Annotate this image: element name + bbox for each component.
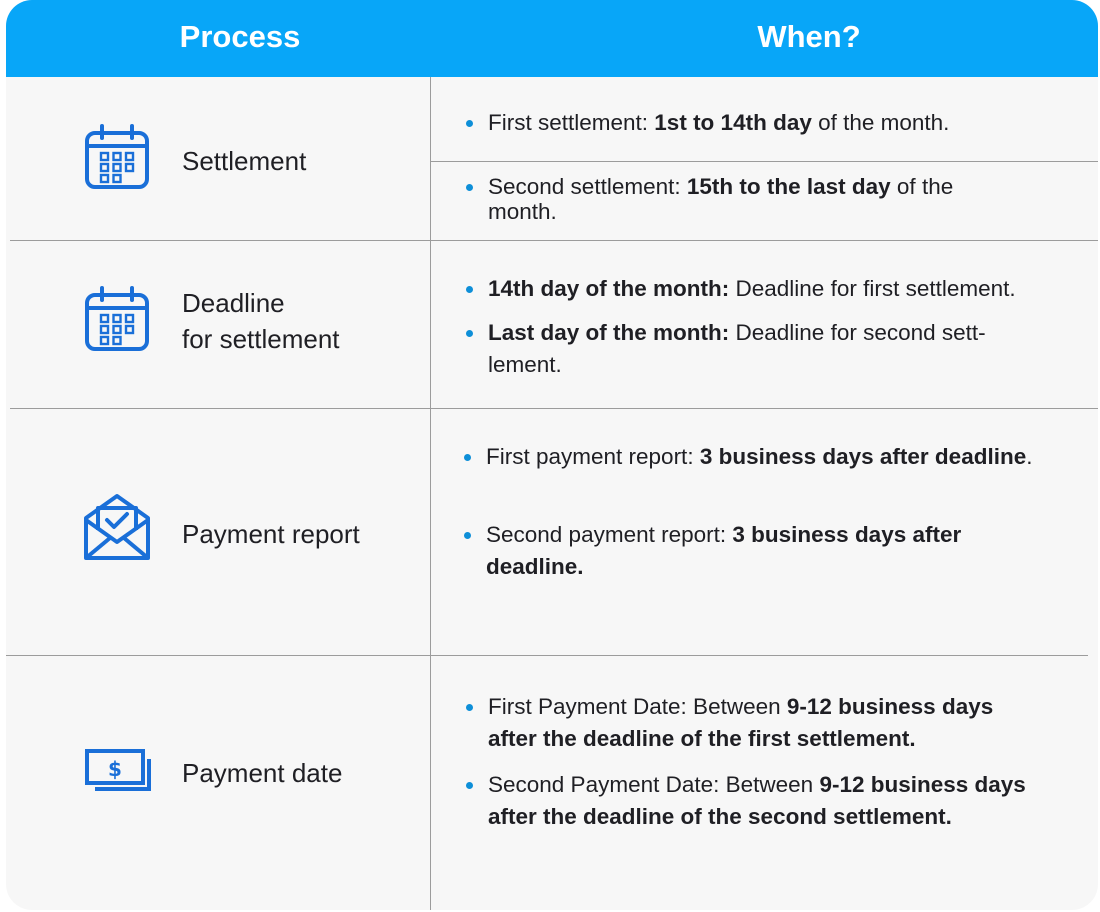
schedule-table	[6, 0, 1098, 910]
row-divider	[6, 655, 1088, 656]
calendar-icon	[84, 286, 150, 352]
bullet-deadline-second: Last day of the month: Deadline for second sett-lement.	[466, 317, 1056, 381]
column-divider	[430, 77, 431, 910]
envelope-check-icon	[82, 492, 152, 562]
bullet-first-payment-date: First Payment Date: Between 9-12 business days after the deadline of the first settlement.	[466, 691, 1046, 755]
process-label-deadline	[182, 285, 340, 357]
table-header	[6, 0, 1098, 77]
process-label-payment-date: Payment date	[182, 758, 343, 788]
process-label-line: Deadline	[182, 288, 285, 318]
process-label-payment-report: Payment report	[182, 519, 360, 549]
header-when: When?	[757, 19, 861, 54]
sub-row-divider	[430, 161, 1098, 162]
bullet-first-settlement: First settlement: 1st to 14th day of the month.	[466, 110, 1086, 135]
bullet-second-payment-report: Second payment report: 3 business days after deadline.	[464, 519, 1024, 583]
calendar-icon	[84, 124, 150, 190]
svg-text:$: $	[108, 757, 122, 781]
banknote-icon	[84, 748, 154, 796]
bullet-second-settlement: Second settlement: 15th to the last day of the month.	[466, 174, 1026, 224]
row-divider	[10, 240, 1098, 241]
header-process: Process	[179, 19, 301, 54]
process-label-settlement: Settlement	[182, 146, 307, 176]
bullet-first-payment-report: First payment report: 3 business days after deadline.	[464, 441, 1094, 473]
row-divider	[10, 408, 1098, 409]
bullet-deadline-first: 14th day of the month: Deadline for first settlement.	[466, 273, 1096, 305]
process-label-line: for settlement	[182, 324, 340, 354]
bullet-second-payment-date: Second Payment Date: Between 9-12 business days after the deadline of the second settlement.	[466, 769, 1076, 833]
